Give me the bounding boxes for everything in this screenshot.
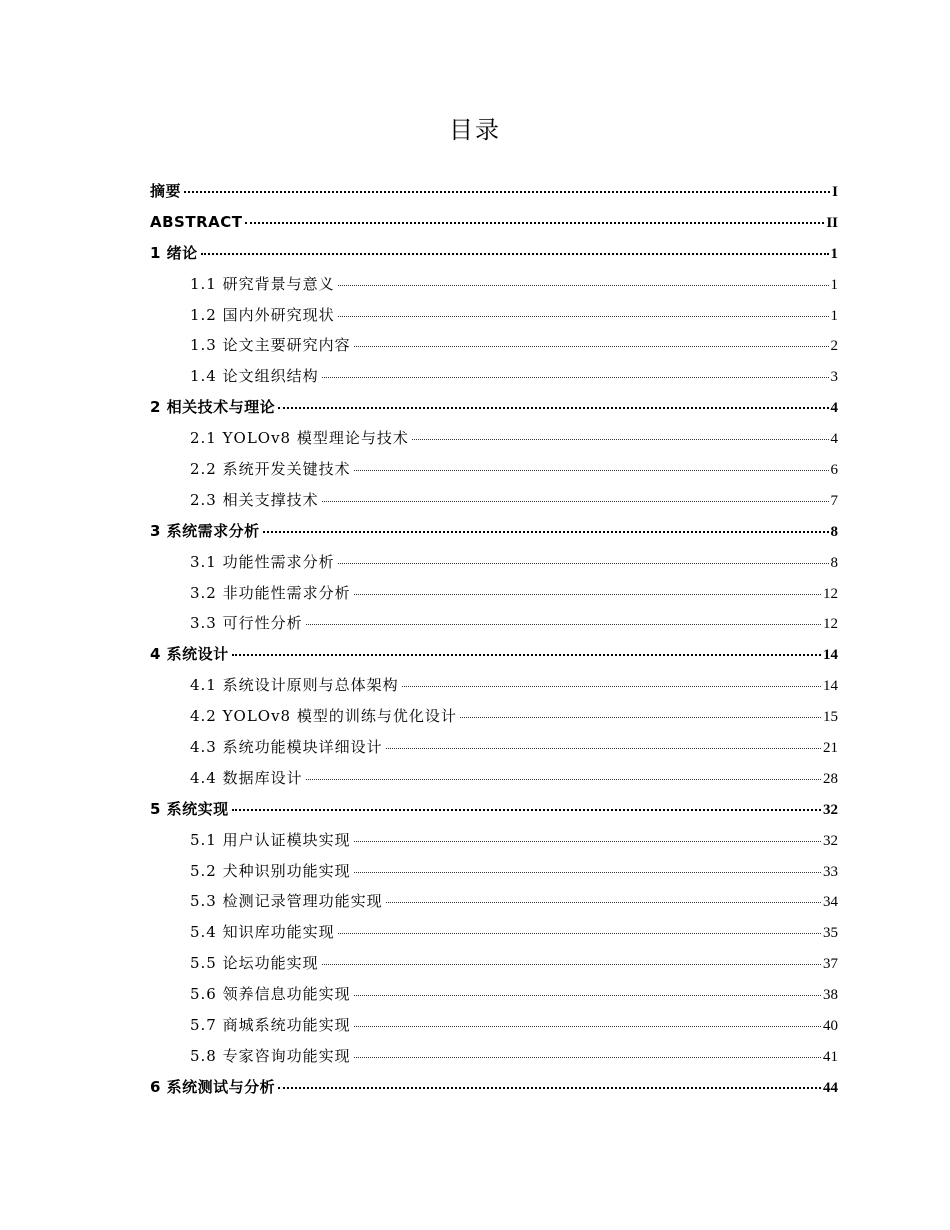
toc-entry-page-number: 8	[830, 523, 838, 540]
dot-leader	[354, 592, 821, 595]
toc-entry-label: 2.2 系统开发关键技术	[190, 460, 351, 479]
toc-entry-label: 5.5 论坛功能实现	[190, 954, 319, 973]
toc-chapter-entry[interactable]	[150, 176, 838, 207]
toc-entry-label: 5.1 用户认证模块实现	[190, 830, 351, 849]
dot-leader	[386, 900, 821, 903]
toc-entry-label: 4.4 数据库设计	[190, 768, 303, 787]
toc-entry-label: 2.3 相关支撑技术	[190, 490, 319, 509]
toc-chapter-entry[interactable]	[150, 238, 838, 269]
toc-chapter-entry[interactable]	[150, 516, 838, 547]
toc-entry-label: 5.6 领养信息功能实现	[190, 985, 351, 1004]
dot-leader	[354, 1024, 821, 1027]
toc-section-entry[interactable]	[150, 825, 838, 856]
toc-entry-page-number: 35	[823, 925, 838, 942]
dot-leader	[412, 437, 829, 440]
toc-entry-label: 2.1 YOLOv8 模型理论与技术	[190, 429, 409, 448]
toc-entry-label: 摘要	[150, 182, 182, 200]
toc-entry-label: 5.2 犬种识别功能实现	[190, 861, 351, 880]
dot-leader	[402, 684, 821, 687]
toc-entry-page-number: I	[832, 184, 838, 200]
toc-entry-page-number: 32	[823, 801, 838, 818]
dot-leader	[322, 375, 829, 378]
toc-entry-label: 4.3 系统功能模块详细设计	[190, 738, 383, 757]
dot-leader	[386, 746, 821, 749]
dot-leader	[338, 283, 829, 286]
toc-entry-page-number: 7	[830, 492, 838, 509]
dot-leader	[338, 931, 821, 934]
dot-leader	[306, 622, 821, 625]
toc-chapter-entry[interactable]	[150, 639, 838, 670]
toc-entry-page-number: 4	[830, 431, 838, 448]
dot-leader	[263, 529, 829, 533]
toc-section-entry[interactable]	[150, 485, 838, 516]
toc-entry-page-number: II	[826, 214, 838, 231]
toc-entry-label: 3 系统需求分析	[150, 521, 260, 540]
toc-entry-page-number: 4	[830, 400, 838, 417]
dot-leader	[232, 807, 821, 811]
toc-entry-page-number: 28	[823, 770, 838, 787]
dot-leader	[354, 839, 821, 842]
dot-leader	[354, 993, 821, 996]
toc-entry-page-number: 6	[830, 462, 838, 479]
toc-entry-page-number: 14	[823, 647, 838, 664]
toc-entry-page-number: 37	[823, 956, 838, 973]
toc-entry-page-number: 33	[823, 863, 838, 880]
toc-entry-label: 1.3 论文主要研究内容	[190, 336, 351, 355]
toc-chapter-entry[interactable]	[150, 794, 838, 825]
dot-leader	[338, 314, 829, 317]
toc-entry-label: 5 系统实现	[150, 799, 229, 818]
toc-entry-page-number: 1	[830, 276, 838, 293]
toc-entry-label: 1.2 国内外研究现状	[190, 305, 335, 324]
toc-section-entry[interactable]	[150, 701, 838, 732]
toc-section-entry[interactable]	[150, 361, 838, 392]
dot-leader	[354, 468, 829, 471]
toc-entry-label: 3.2 非功能性需求分析	[190, 583, 351, 602]
page-title: 目录	[449, 116, 501, 144]
dot-leader	[184, 189, 830, 193]
toc-section-entry[interactable]	[150, 948, 838, 979]
toc-section-entry[interactable]	[150, 856, 838, 887]
toc-entry-label: 3.3 可行性分析	[190, 614, 303, 633]
toc-entry-page-number: 8	[830, 554, 838, 571]
toc-chapter-entry[interactable]	[150, 207, 838, 238]
toc-entry-page-number: 1	[830, 245, 838, 262]
toc-entry-page-number: 40	[823, 1018, 838, 1035]
dot-leader	[306, 777, 821, 780]
toc-entry-label: 6 系统测试与分析	[150, 1077, 276, 1096]
toc-section-entry[interactable]	[150, 917, 838, 948]
toc-entry-page-number: 38	[823, 987, 838, 1004]
toc-entry-label: 2 相关技术与理论	[150, 398, 276, 417]
toc-entry-label: 4.2 YOLOv8 模型的训练与优化设计	[190, 707, 457, 726]
dot-leader	[354, 870, 821, 873]
toc-entry-page-number: 14	[823, 678, 838, 695]
toc-entry-label: 4 系统设计	[150, 645, 229, 664]
toc-section-entry[interactable]	[150, 578, 838, 609]
toc-chapter-entry[interactable]	[150, 392, 838, 423]
toc-section-entry[interactable]	[150, 1041, 838, 1072]
dot-leader	[201, 251, 829, 255]
toc-entry-label: 5.8 专家咨询功能实现	[190, 1046, 351, 1065]
toc-entry-label: ABSTRACT	[150, 212, 243, 231]
toc-entry-label: 1.1 研究背景与意义	[190, 274, 335, 293]
toc-section-entry[interactable]	[150, 732, 838, 763]
toc-section-entry[interactable]	[150, 608, 838, 639]
dot-leader	[278, 1085, 821, 1089]
toc-section-entry[interactable]	[150, 670, 838, 701]
toc-entry-page-number: 15	[823, 709, 838, 726]
toc-entry-page-number: 2	[830, 338, 838, 355]
toc-entry-page-number: 21	[823, 740, 838, 757]
dot-leader	[354, 1055, 821, 1058]
toc-entry-page-number: 32	[823, 832, 838, 849]
toc-entry-page-number: 34	[823, 894, 838, 911]
dot-leader	[322, 499, 829, 502]
dot-leader	[245, 220, 824, 224]
toc-entry-label: 4.1 系统设计原则与总体架构	[190, 676, 399, 695]
dot-leader	[354, 344, 829, 347]
toc-entry-page-number: 1	[830, 307, 838, 324]
dot-leader	[322, 962, 821, 965]
toc-section-entry[interactable]	[150, 269, 838, 300]
toc-entry-page-number: 41	[823, 1048, 838, 1065]
toc-list	[150, 176, 838, 1103]
toc-chapter-entry[interactable]	[150, 1072, 838, 1103]
toc-entry-label: 1 绪论	[150, 243, 198, 262]
toc-entry-label: 1.4 论文组织结构	[190, 367, 319, 386]
toc-section-entry[interactable]	[150, 763, 838, 794]
toc-section-entry[interactable]	[150, 300, 838, 331]
toc-entry-label: 3.1 功能性需求分析	[190, 552, 335, 571]
toc-entry-label: 5.7 商城系统功能实现	[190, 1016, 351, 1035]
toc-section-entry[interactable]	[150, 330, 838, 361]
toc-entry-page-number: 3	[830, 369, 838, 386]
toc-section-entry[interactable]	[150, 979, 838, 1010]
toc-section-entry[interactable]	[150, 1010, 838, 1041]
toc-entry-label: 5.4 知识库功能实现	[190, 923, 335, 942]
dot-leader	[232, 652, 821, 656]
dot-leader	[338, 561, 829, 564]
toc-entry-label: 5.3 检测记录管理功能实现	[190, 892, 383, 911]
toc-section-entry[interactable]	[150, 454, 838, 485]
dot-leader	[278, 405, 828, 409]
toc-section-entry[interactable]	[150, 886, 838, 917]
toc-section-entry[interactable]	[150, 423, 838, 454]
dot-leader	[460, 715, 821, 718]
toc-entry-page-number: 44	[823, 1079, 838, 1096]
toc-section-entry[interactable]	[150, 547, 838, 578]
toc-entry-page-number: 12	[823, 616, 838, 633]
toc-entry-page-number: 12	[823, 585, 838, 602]
